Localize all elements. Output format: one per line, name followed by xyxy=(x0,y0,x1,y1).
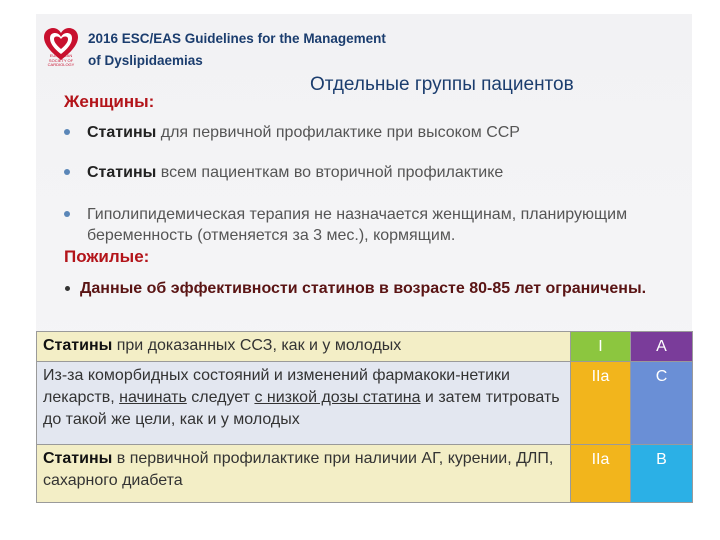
women-bullet-3 xyxy=(64,204,664,246)
women-title: Женщины: xyxy=(64,92,155,111)
bullet-text: всем пациенткам во вторичной профилактике xyxy=(156,164,504,181)
bullet-text: для первичной профилактике при высоком ССР xyxy=(156,124,520,141)
bullet-dot xyxy=(64,169,70,175)
bullet-dot xyxy=(64,129,70,135)
class-cell: IIa xyxy=(571,444,631,502)
elderly-bullet xyxy=(64,278,674,300)
recommendation-cell xyxy=(37,332,571,362)
bullet-dot xyxy=(65,286,70,291)
recommendation-table xyxy=(36,331,693,503)
section-title: Отдельные группы пациентов xyxy=(310,74,574,95)
table-row xyxy=(37,362,693,444)
elderly-bullet-text: Данные об эффективности статинов в возрасте 80-85 лет ограничены. xyxy=(80,280,647,297)
women-bullet-2 xyxy=(64,162,664,183)
cell-text: и затем титровать до такой же цели, как и у молодых xyxy=(43,389,560,429)
class-cell: I xyxy=(571,332,631,362)
class-cell: IIa xyxy=(571,362,631,444)
table-row xyxy=(37,332,693,362)
recommendation-cell xyxy=(37,362,571,444)
level-cell: B xyxy=(631,444,693,502)
cell-text: следует xyxy=(186,389,255,407)
women-bullet-1 xyxy=(64,122,664,143)
bullet-text: Гиполипидемическая терапия не назначается женщинам, планирующим беременность (отменяется за 3 мес.), кормящим. xyxy=(87,206,628,244)
logo-text: EUROPEAN SOCIETY OF CARDIOLOGY xyxy=(47,53,75,67)
bullet-bold: Статины xyxy=(87,124,157,141)
cell-underlined: с низкой дозы статина xyxy=(254,389,421,407)
table-row xyxy=(37,444,693,502)
level-cell: C xyxy=(631,362,693,444)
header-title-line2: of Dyslipidaemias xyxy=(88,53,203,68)
cell-bold: Статины xyxy=(43,449,113,467)
cell-text: Из-за коморбидных состояний и изменений фармакоки-нетики лекарств, xyxy=(43,367,510,407)
slide xyxy=(36,14,692,502)
level-cell: A xyxy=(631,332,693,362)
bullet-bold: Статины xyxy=(87,164,157,181)
bullet-dot xyxy=(64,211,70,217)
cell-bold: Статины xyxy=(43,337,113,354)
header-title xyxy=(88,28,428,72)
cell-text: в первичной профилактике при наличии АГ, курении, ДЛП, сахарного диабета xyxy=(43,449,554,489)
recommendation-cell xyxy=(37,444,571,502)
elderly-title: Пожилые: xyxy=(64,247,150,266)
cell-underlined: начинать xyxy=(119,389,187,407)
header-title-line1: 2016 ESC/EAS Guidelines for the Management xyxy=(88,31,386,46)
cell-text: при доказанных ССЗ, как и у молодых xyxy=(112,337,402,354)
